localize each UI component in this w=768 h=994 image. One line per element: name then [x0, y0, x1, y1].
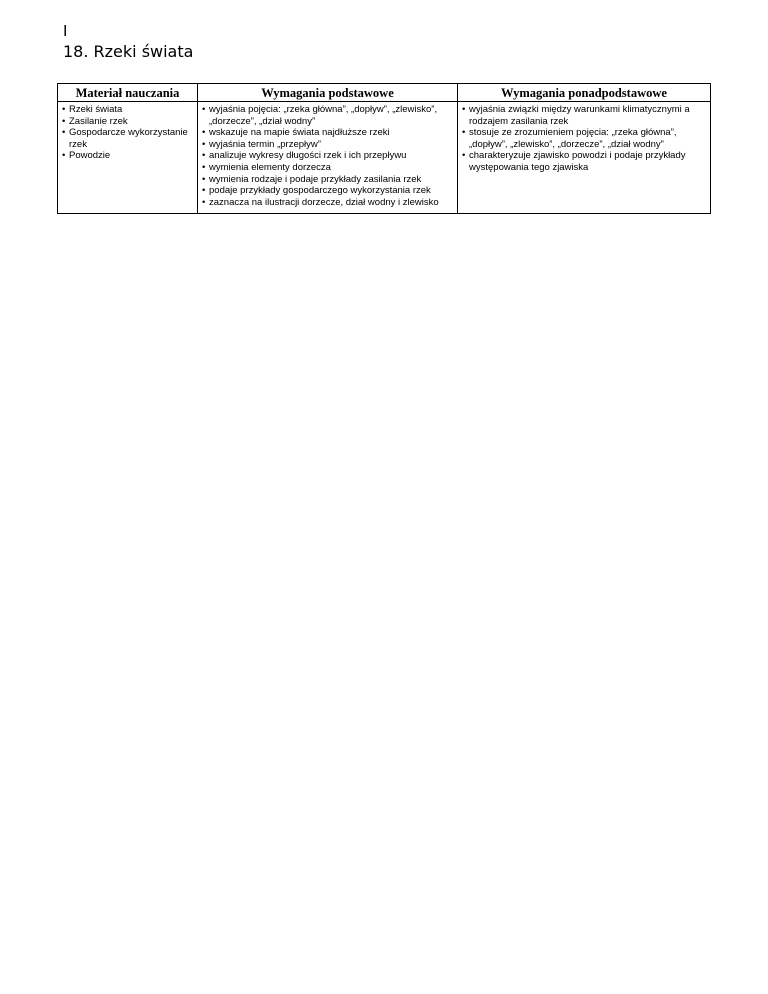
page-mark: I	[63, 22, 68, 40]
section-title: 18. Rzeki świata	[63, 42, 194, 61]
basic-requirements-list	[202, 104, 453, 208]
list-item: • wyjaśnia pojęcia: „rzeka główna”, „dopływ”, „zlewisko”, „dorzecze”, „dział wodny”	[202, 104, 453, 127]
table-row	[58, 102, 711, 214]
list-item: • charakteryzuje zjawisko powodzi i podaje przykłady występowania tego zjawiska	[462, 150, 706, 173]
header-basic-requirements: Wymagania podstawowe	[198, 84, 458, 102]
basic-requirements-cell	[198, 102, 458, 214]
advanced-requirements-cell	[458, 102, 711, 214]
list-item: • Rzeki świata	[62, 104, 193, 116]
list-item: • Zasilanie rzek	[62, 116, 193, 128]
list-item: • wyjaśnia termin „przepływ”	[202, 139, 453, 151]
material-cell	[58, 102, 198, 214]
list-item: • zaznacza na ilustracji dorzecze, dział wodny i zlewisko	[202, 197, 453, 209]
list-item: • Powodzie	[62, 150, 193, 162]
list-item: • analizuje wykresy długości rzek i ich przepływu	[202, 150, 453, 162]
list-item: • wyjaśnia związki między warunkami klimatycznymi a rodzajem zasilania rzek	[462, 104, 706, 127]
material-list	[62, 104, 193, 162]
list-item: • wymienia rodzaje i podaje przykłady zasilania rzek	[202, 174, 453, 186]
header-material: Materiał nauczania	[58, 84, 198, 102]
list-item: • wskazuje na mapie świata najdłuższe rzeki	[202, 127, 453, 139]
requirements-table	[57, 83, 711, 214]
header-advanced-requirements: Wymagania ponadpodstawowe	[458, 84, 711, 102]
list-item: • wymienia elementy dorzecza	[202, 162, 453, 174]
list-item: • podaje przykłady gospodarczego wykorzystania rzek	[202, 185, 453, 197]
advanced-requirements-list	[462, 104, 706, 174]
list-item: • Gospodarcze wykorzystanie rzek	[62, 127, 193, 150]
list-item: • stosuje ze zrozumieniem pojęcia: „rzeka główna”, „dopływ”, „zlewisko”, „dorzecze”, „dział wodny”	[462, 127, 706, 150]
header-row	[58, 84, 711, 102]
